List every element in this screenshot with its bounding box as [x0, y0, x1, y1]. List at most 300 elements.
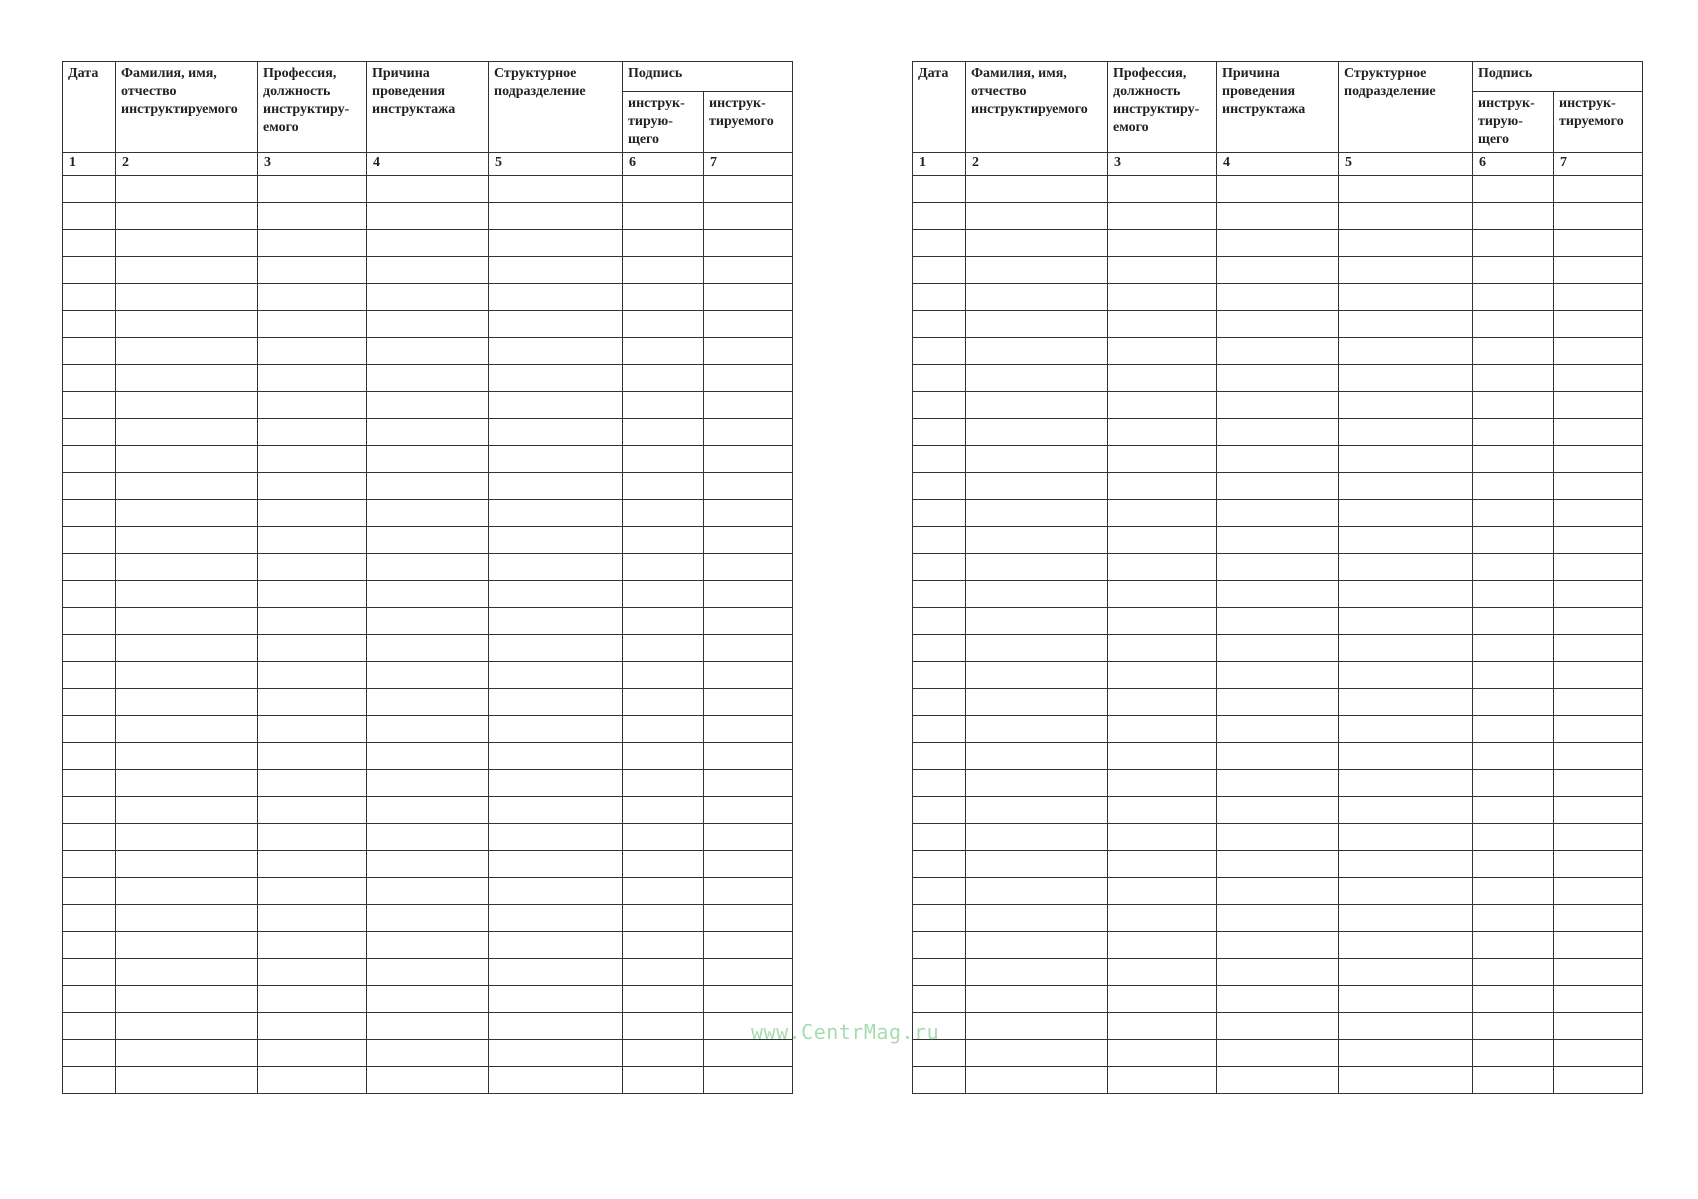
journal-cell	[1473, 554, 1554, 581]
journal-cell	[1217, 797, 1339, 824]
journal-cell	[966, 581, 1108, 608]
journal-cell	[1554, 689, 1643, 716]
journal-cell	[489, 500, 623, 527]
journal-row	[63, 986, 793, 1013]
journal-cell	[1554, 419, 1643, 446]
journal-cell	[623, 959, 704, 986]
journal-cell	[623, 743, 704, 770]
journal-cell	[367, 500, 489, 527]
journal-cell	[704, 284, 793, 311]
journal-cell	[63, 1040, 116, 1067]
journal-cell	[966, 338, 1108, 365]
journal-cell	[258, 203, 367, 230]
journal-cell	[966, 716, 1108, 743]
journal-cell	[1108, 905, 1217, 932]
journal-cell	[489, 446, 623, 473]
journal-cell	[913, 689, 966, 716]
journal-cell	[1554, 743, 1643, 770]
journal-cell	[1473, 716, 1554, 743]
journal-cell	[63, 284, 116, 311]
journal-cell	[63, 554, 116, 581]
journal-cell	[489, 797, 623, 824]
journal-cell	[63, 230, 116, 257]
journal-row	[913, 797, 1643, 824]
journal-row	[913, 689, 1643, 716]
journal-cell	[1339, 905, 1473, 932]
journal-cell	[623, 311, 704, 338]
journal-cell	[913, 716, 966, 743]
journal-cell	[489, 176, 623, 203]
journal-cell	[1554, 203, 1643, 230]
column-number: 4	[1217, 153, 1339, 176]
journal-cell	[1108, 311, 1217, 338]
journal-row	[913, 473, 1643, 500]
journal-cell	[258, 230, 367, 257]
journal-cell	[966, 851, 1108, 878]
journal-cell	[1554, 986, 1643, 1013]
journal-cell	[913, 959, 966, 986]
journal-cell	[1554, 257, 1643, 284]
journal-cell	[1554, 905, 1643, 932]
journal-cell	[1339, 986, 1473, 1013]
journal-cell	[1108, 257, 1217, 284]
journal-cell	[116, 473, 258, 500]
journal-cell	[1473, 176, 1554, 203]
header-instructed: инструк-тируемого	[704, 92, 793, 153]
journal-cell	[1554, 959, 1643, 986]
journal-cell	[704, 446, 793, 473]
journal-row	[63, 203, 793, 230]
journal-row	[913, 581, 1643, 608]
journal-cell	[367, 662, 489, 689]
journal-cell	[1108, 500, 1217, 527]
journal-cell	[1473, 932, 1554, 959]
journal-cell	[1554, 176, 1643, 203]
journal-cell	[258, 824, 367, 851]
journal-cell	[1554, 797, 1643, 824]
journal-cell	[1554, 1013, 1643, 1040]
journal-cell	[1473, 1013, 1554, 1040]
journal-cell	[1473, 446, 1554, 473]
journal-cell	[704, 959, 793, 986]
journal-cell	[116, 500, 258, 527]
journal-cell	[966, 797, 1108, 824]
journal-cell	[63, 446, 116, 473]
journal-cell	[1554, 392, 1643, 419]
journal-cell	[258, 500, 367, 527]
journal-cell	[913, 797, 966, 824]
journal-row	[63, 716, 793, 743]
journal-cell	[1339, 554, 1473, 581]
journal-cell	[258, 554, 367, 581]
journal-cell	[116, 203, 258, 230]
journal-cell	[63, 824, 116, 851]
journal-cell	[623, 419, 704, 446]
journal-cell	[1339, 1013, 1473, 1040]
journal-cell	[1217, 635, 1339, 662]
journal-cell	[1217, 419, 1339, 446]
journal-cell	[258, 1013, 367, 1040]
journal-page-right	[912, 61, 1642, 1094]
journal-cell	[913, 203, 966, 230]
journal-cell	[1108, 1013, 1217, 1040]
journal-cell	[367, 446, 489, 473]
journal-cell	[116, 689, 258, 716]
journal-cell	[966, 608, 1108, 635]
journal-cell	[966, 986, 1108, 1013]
journal-row	[913, 1040, 1643, 1067]
journal-cell	[63, 689, 116, 716]
journal-cell	[489, 527, 623, 554]
journal-cell	[913, 365, 966, 392]
journal-cell	[116, 419, 258, 446]
journal-cell	[623, 851, 704, 878]
journal-cell	[116, 527, 258, 554]
journal-cell	[63, 392, 116, 419]
journal-cell	[1217, 311, 1339, 338]
journal-row	[63, 743, 793, 770]
journal-cell	[1554, 716, 1643, 743]
journal-cell	[1217, 824, 1339, 851]
journal-cell	[1217, 365, 1339, 392]
journal-row	[63, 824, 793, 851]
journal-row	[913, 365, 1643, 392]
journal-cell	[367, 689, 489, 716]
journal-cell	[1554, 311, 1643, 338]
journal-cell	[1217, 1067, 1339, 1094]
journal-cell	[1473, 419, 1554, 446]
journal-row	[63, 230, 793, 257]
journal-cell	[63, 365, 116, 392]
journal-cell	[489, 716, 623, 743]
journal-cell	[1473, 905, 1554, 932]
journal-cell	[116, 770, 258, 797]
journal-cell	[1339, 419, 1473, 446]
journal-cell	[1217, 770, 1339, 797]
journal-cell	[489, 743, 623, 770]
column-number: 6	[623, 153, 704, 176]
journal-cell	[913, 473, 966, 500]
journal-cell	[913, 527, 966, 554]
journal-cell	[116, 635, 258, 662]
journal-cell	[623, 986, 704, 1013]
journal-cell	[913, 554, 966, 581]
journal-cell	[623, 635, 704, 662]
journal-cell	[623, 392, 704, 419]
header-division: Структурное подразделение	[489, 62, 623, 153]
journal-cell	[1339, 365, 1473, 392]
journal-cell	[1339, 392, 1473, 419]
journal-cell	[1339, 797, 1473, 824]
journal-cell	[1108, 203, 1217, 230]
journal-cell	[1339, 824, 1473, 851]
journal-cell	[704, 635, 793, 662]
journal-cell	[1217, 338, 1339, 365]
journal-cell	[258, 365, 367, 392]
journal-cell	[966, 1067, 1108, 1094]
journal-cell	[1217, 257, 1339, 284]
journal-cell	[623, 878, 704, 905]
header-reason: Причина проведения инструктажа	[1217, 62, 1339, 153]
journal-cell	[1108, 446, 1217, 473]
journal-cell	[704, 716, 793, 743]
journal-cell	[116, 230, 258, 257]
journal-cell	[704, 527, 793, 554]
column-number: 2	[966, 153, 1108, 176]
journal-cell	[489, 554, 623, 581]
journal-row	[913, 986, 1643, 1013]
journal-cell	[258, 527, 367, 554]
journal-cell	[623, 257, 704, 284]
journal-cell	[258, 392, 367, 419]
journal-cell	[623, 1040, 704, 1067]
journal-cell	[704, 392, 793, 419]
journal-cell	[258, 257, 367, 284]
journal-cell	[1339, 311, 1473, 338]
journal-cell	[913, 743, 966, 770]
journal-cell	[1339, 338, 1473, 365]
journal-row	[913, 959, 1643, 986]
journal-cell	[367, 365, 489, 392]
journal-cell	[1339, 635, 1473, 662]
header-instructor: инструк-тирую-щего	[1473, 92, 1554, 153]
journal-cell	[1473, 203, 1554, 230]
journal-cell	[1339, 959, 1473, 986]
journal-cell	[258, 770, 367, 797]
journal-cell	[1339, 743, 1473, 770]
journal-cell	[258, 716, 367, 743]
journal-row	[913, 500, 1643, 527]
journal-cell	[1217, 1040, 1339, 1067]
journal-row	[63, 959, 793, 986]
journal-cell	[63, 419, 116, 446]
journal-cell	[489, 608, 623, 635]
journal-cell	[966, 959, 1108, 986]
journal-cell	[63, 662, 116, 689]
journal-cell	[258, 689, 367, 716]
journal-cell	[623, 500, 704, 527]
journal-cell	[1217, 554, 1339, 581]
journal-cell	[1473, 743, 1554, 770]
journal-cell	[1473, 878, 1554, 905]
journal-cell	[489, 1067, 623, 1094]
journal-cell	[1108, 878, 1217, 905]
journal-cell	[1339, 1040, 1473, 1067]
journal-cell	[704, 1067, 793, 1094]
journal-cell	[1554, 338, 1643, 365]
journal-cell	[1339, 608, 1473, 635]
journal-row	[63, 689, 793, 716]
journal-cell	[704, 932, 793, 959]
journal-cell	[1473, 770, 1554, 797]
header-signature: Подпись	[1473, 62, 1643, 92]
journal-cell	[1473, 689, 1554, 716]
journal-cell	[116, 851, 258, 878]
journal-cell	[623, 716, 704, 743]
journal-cell	[1217, 662, 1339, 689]
journal-cell	[1554, 1040, 1643, 1067]
journal-cell	[367, 527, 489, 554]
journal-cell	[489, 986, 623, 1013]
journal-cell	[623, 203, 704, 230]
journal-cell	[966, 311, 1108, 338]
journal-cell	[489, 230, 623, 257]
journal-cell	[1339, 689, 1473, 716]
journal-cell	[63, 716, 116, 743]
journal-cell	[489, 1040, 623, 1067]
journal-cell	[63, 473, 116, 500]
journal-cell	[63, 176, 116, 203]
journal-row	[913, 905, 1643, 932]
journal-cell	[1339, 203, 1473, 230]
journal-row	[63, 662, 793, 689]
journal-cell	[1554, 851, 1643, 878]
journal-cell	[704, 770, 793, 797]
journal-cell	[623, 527, 704, 554]
journal-cell	[116, 986, 258, 1013]
journal-row	[913, 527, 1643, 554]
journal-cell	[63, 905, 116, 932]
journal-row	[63, 581, 793, 608]
journal-row	[63, 392, 793, 419]
journal-cell	[1554, 635, 1643, 662]
journal-cell	[966, 770, 1108, 797]
journal-cell	[1473, 581, 1554, 608]
column-number: 5	[489, 153, 623, 176]
journal-cell	[704, 986, 793, 1013]
journal-cell	[623, 1013, 704, 1040]
journal-cell	[63, 311, 116, 338]
journal-cell	[1554, 284, 1643, 311]
journal-cell	[704, 662, 793, 689]
journal-cell	[367, 419, 489, 446]
journal-cell	[116, 1067, 258, 1094]
journal-row	[913, 851, 1643, 878]
column-number: 7	[704, 153, 793, 176]
journal-cell	[1339, 851, 1473, 878]
journal-cell	[913, 230, 966, 257]
journal-cell	[913, 905, 966, 932]
journal-cell	[1473, 662, 1554, 689]
journal-cell	[704, 230, 793, 257]
journal-cell	[1339, 473, 1473, 500]
journal-cell	[623, 365, 704, 392]
journal-cell	[704, 473, 793, 500]
journal-row	[63, 905, 793, 932]
journal-cell	[1339, 527, 1473, 554]
journal-row	[63, 1067, 793, 1094]
journal-cell	[1473, 500, 1554, 527]
journal-cell	[1473, 257, 1554, 284]
journal-table	[62, 61, 793, 1094]
journal-cell	[704, 338, 793, 365]
journal-cell	[489, 392, 623, 419]
journal-cell	[367, 1040, 489, 1067]
journal-cell	[1554, 527, 1643, 554]
journal-cell	[116, 392, 258, 419]
journal-row	[63, 338, 793, 365]
journal-cell	[1217, 203, 1339, 230]
column-number: 6	[1473, 153, 1554, 176]
journal-cell	[367, 473, 489, 500]
journal-row	[63, 446, 793, 473]
journal-cell	[258, 581, 367, 608]
journal-cell	[1217, 392, 1339, 419]
journal-cell	[966, 689, 1108, 716]
journal-cell	[1554, 581, 1643, 608]
journal-cell	[1108, 1040, 1217, 1067]
journal-cell	[1473, 797, 1554, 824]
journal-cell	[367, 1067, 489, 1094]
journal-row	[63, 932, 793, 959]
journal-cell	[704, 554, 793, 581]
journal-cell	[1473, 1067, 1554, 1094]
journal-cell	[623, 932, 704, 959]
journal-cell	[367, 608, 489, 635]
journal-cell	[1217, 284, 1339, 311]
journal-cell	[704, 311, 793, 338]
journal-cell	[63, 527, 116, 554]
journal-row	[913, 932, 1643, 959]
journal-cell	[1554, 365, 1643, 392]
journal-cell	[258, 878, 367, 905]
journal-cell	[116, 878, 258, 905]
journal-cell	[63, 959, 116, 986]
column-number: 1	[913, 153, 966, 176]
journal-cell	[258, 446, 367, 473]
journal-cell	[1473, 851, 1554, 878]
journal-cell	[63, 1013, 116, 1040]
journal-cell	[1473, 338, 1554, 365]
journal-cell	[489, 905, 623, 932]
journal-cell	[367, 905, 489, 932]
journal-cell	[116, 1040, 258, 1067]
journal-cell	[1108, 365, 1217, 392]
journal-cell	[1217, 500, 1339, 527]
journal-row	[63, 473, 793, 500]
journal-cell	[1473, 824, 1554, 851]
journal-row	[913, 1013, 1643, 1040]
journal-cell	[63, 500, 116, 527]
journal-cell	[966, 446, 1108, 473]
journal-cell	[489, 959, 623, 986]
journal-cell	[623, 446, 704, 473]
journal-cell	[489, 851, 623, 878]
journal-cell	[1217, 527, 1339, 554]
journal-cell	[913, 392, 966, 419]
journal-cell	[1108, 770, 1217, 797]
journal-cell	[63, 635, 116, 662]
journal-cell	[1473, 365, 1554, 392]
journal-cell	[1108, 608, 1217, 635]
journal-cell	[623, 662, 704, 689]
journal-cell	[258, 1067, 367, 1094]
journal-cell	[116, 743, 258, 770]
journal-cell	[966, 419, 1108, 446]
journal-row	[913, 203, 1643, 230]
journal-cell	[1554, 608, 1643, 635]
journal-cell	[966, 176, 1108, 203]
journal-cell	[704, 743, 793, 770]
journal-cell	[116, 581, 258, 608]
journal-cell	[63, 770, 116, 797]
journal-cell	[704, 581, 793, 608]
journal-cell	[489, 473, 623, 500]
journal-cell	[623, 581, 704, 608]
journal-cell	[258, 905, 367, 932]
journal-cell	[367, 635, 489, 662]
journal-row	[63, 527, 793, 554]
